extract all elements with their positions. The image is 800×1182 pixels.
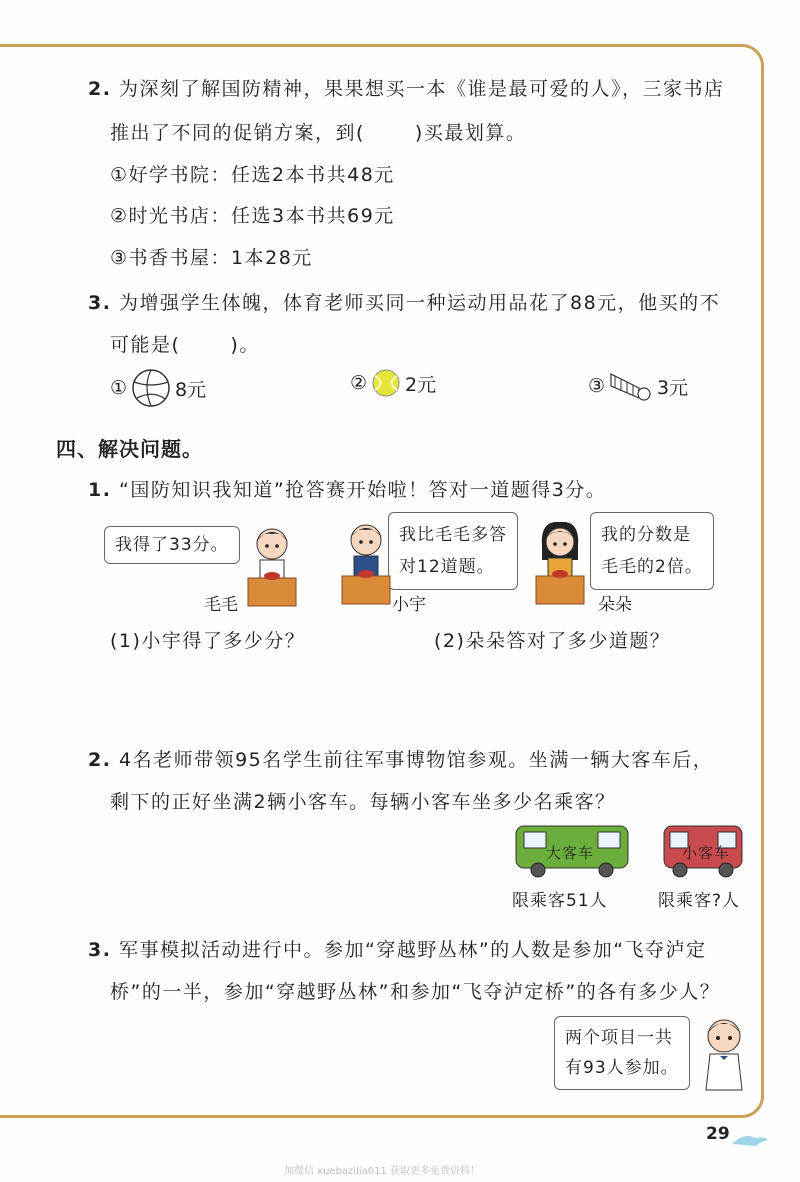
duoduo-figure xyxy=(530,516,590,610)
q3-line2 xyxy=(110,330,260,357)
p1-sub2: (2)朵朵答对了多少道题？ xyxy=(434,630,671,652)
bubble-p3-line2: 有93人参加。 xyxy=(565,1058,679,1078)
tennis-ball-icon xyxy=(371,368,401,398)
p2-text: 4名老师带领95名学生前往军事博物馆参观。坐满一辆大客车后， xyxy=(119,749,714,771)
q3-option-2 xyxy=(350,368,436,398)
bubble-duoduo-line2: 毛毛的2倍。 xyxy=(601,557,703,577)
q3-option-2-price: 2元 xyxy=(405,373,437,396)
p3-number: 3. xyxy=(88,939,112,961)
p3-line1 xyxy=(88,935,707,962)
q3-line2-a: 可能是( xyxy=(110,334,181,356)
footer-watermark: 加微信 xuebazilia011 获取更多免费资料！ xyxy=(284,1166,481,1177)
p2-line1 xyxy=(88,745,713,772)
p3-text: 军事模拟活动进行中。参加“穿越野丛林”的人数是参加“飞夺泸定 xyxy=(119,939,707,961)
q3-option-3-price: 3元 xyxy=(657,376,689,399)
p1-number: 1. xyxy=(88,479,112,501)
p1-line xyxy=(88,475,606,502)
q2-text: 为深刻了解国防精神，果果想买一本《谁是最可爱的人》，三家书店 xyxy=(119,78,725,100)
q3-option-3 xyxy=(588,368,688,404)
q2-line2-a: 推出了不同的促销方案，到( xyxy=(110,122,365,144)
maomao-figure xyxy=(242,520,302,610)
p1-text: “国防知识我知道”抢答赛开始啦！答对一道题得3分。 xyxy=(119,479,607,501)
q3-option-1 xyxy=(110,368,206,408)
p1-sub1: (1)小宇得了多少分？ xyxy=(110,630,306,652)
small-bus-label: 小客车 xyxy=(682,844,731,862)
small-bus-capacity: 限乘客?人 xyxy=(658,891,741,911)
q3-option-3-marker: ③ xyxy=(588,375,606,397)
shuttlecock-icon xyxy=(609,368,653,404)
big-bus-label: 大客车 xyxy=(546,844,595,862)
boy-figure xyxy=(694,1012,754,1092)
q2-number: 2. xyxy=(88,78,112,100)
q2-line2 xyxy=(110,118,526,145)
q3-option-1-price: 8元 xyxy=(175,378,207,401)
q2-option-1: ①好学书院：任选2本书共48元 xyxy=(110,164,395,186)
name-duoduo: 朵朵 xyxy=(598,595,632,615)
big-bus-capacity: 限乘客51人 xyxy=(512,891,608,911)
speech-bubble-maomao: 我得了33分。 xyxy=(104,526,240,564)
q2-line2-b: )买最划算。 xyxy=(414,122,527,144)
q3-option-2-marker: ② xyxy=(350,372,368,394)
q2-option-3: ③书香书屋：1本28元 xyxy=(110,247,313,269)
p2-line2: 剩下的正好坐满2辆小客车。每辆小客车坐多少名乘客？ xyxy=(110,791,616,813)
q3-line1 xyxy=(88,288,720,315)
bird-decoration-icon xyxy=(730,1130,770,1148)
section-title: 四、解决问题。 xyxy=(56,437,203,461)
xiaoyu-figure xyxy=(336,516,396,610)
speech-bubble-p3 xyxy=(554,1016,690,1090)
bubble-xiaoyu-line1: 我比毛毛多答 xyxy=(399,525,507,545)
q3-number: 3. xyxy=(88,292,112,314)
name-maomao: 毛毛 xyxy=(204,595,238,615)
bubble-duoduo-line1: 我的分数是 xyxy=(601,525,691,545)
volleyball-icon xyxy=(131,368,171,408)
p3-line2: 桥”的一半，参加“穿越野丛林”和参加“飞夺泸定桥”的各有多少人？ xyxy=(110,981,721,1003)
speech-bubble-duoduo xyxy=(590,512,714,590)
name-xiaoyu: 小宇 xyxy=(392,595,426,615)
q3-line2-b: )。 xyxy=(230,334,260,356)
q3-text: 为增强学生体魄，体育老师买同一种运动用品花了88元，他买的不 xyxy=(119,292,721,314)
speech-bubble-xiaoyu xyxy=(388,512,518,590)
p2-number: 2. xyxy=(88,749,112,771)
page-number: 29 xyxy=(706,1124,730,1144)
bubble-p3-line1: 两个项目一共 xyxy=(565,1028,673,1048)
q2-option-2: ②时光书店：任选3本书共69元 xyxy=(110,205,395,227)
q3-option-1-marker: ① xyxy=(110,377,128,399)
q2-line1 xyxy=(88,74,725,101)
bubble-xiaoyu-line2: 对12道题。 xyxy=(399,557,495,577)
